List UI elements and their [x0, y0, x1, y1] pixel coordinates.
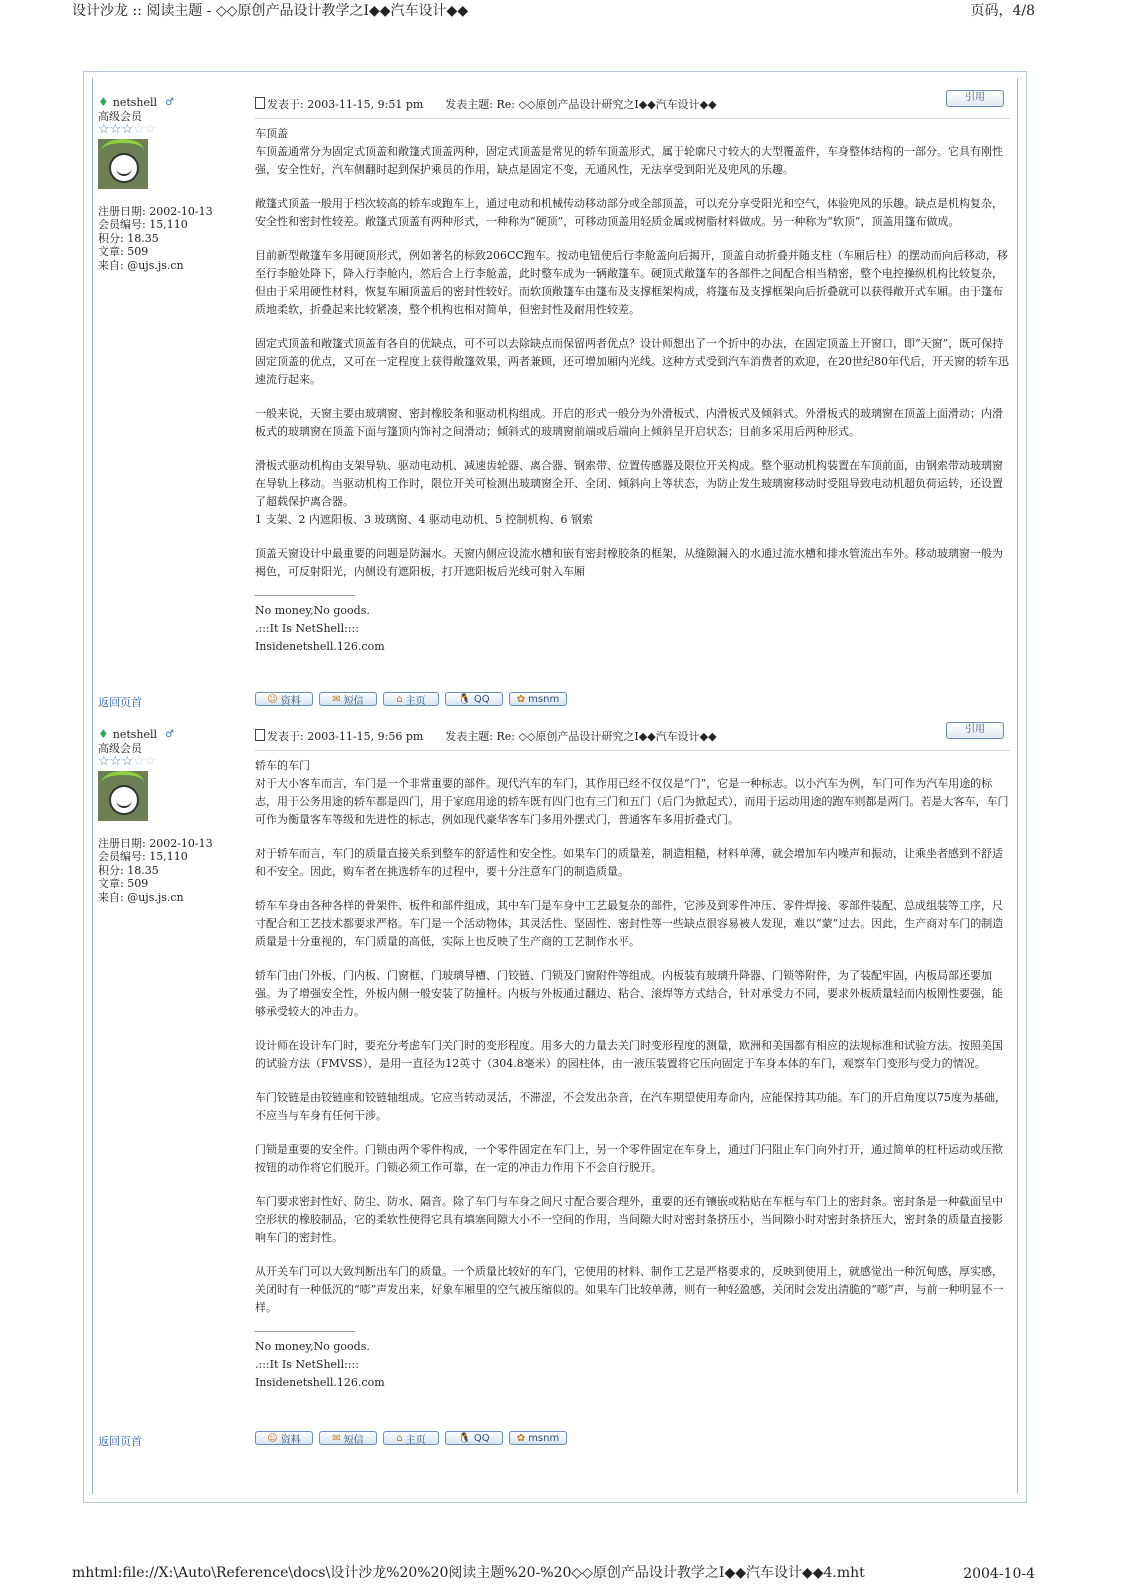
- signature-line: .:::It Is NetShell::::: [255, 622, 359, 635]
- avatar: [98, 771, 148, 821]
- button-label: msnm: [528, 1432, 560, 1444]
- reg-date: 注册日期: 2002-10-13: [98, 836, 213, 850]
- post-time: 发表于: 2003-11-15, 9:51 pm: [267, 98, 424, 111]
- post-subject: 发表主题: Re: ◇◇原创产品设计研究之Ⅰ◆◆汽车设计◆◆: [445, 730, 717, 743]
- post-subject: 发表主题: Re: ◇◇原创产品设计研究之Ⅰ◆◆汽车设计◆◆: [445, 98, 717, 111]
- post-body: [255, 125, 1010, 581]
- file-path: mhtml:file://X:\Auto\Reference\docs\设计沙龙%20%20阅读主题%20-%20◇◇原创产品设计教学之Ⅰ◆◆汽车设计◆◆4.mht: [72, 1565, 865, 1581]
- online-status-icon: ♦: [98, 95, 109, 109]
- post-time: 发表于: 2003-11-15, 9:56 pm: [267, 730, 424, 743]
- star-filled-icon: ☆: [121, 122, 133, 137]
- msnm-button[interactable]: [509, 1431, 567, 1445]
- divider: [255, 750, 1010, 751]
- post-paragraph: 对于大小客车而言，车门是一个非常重要的部件。现代汽车的车门，其作用已经不仅仅是“门”，它是一种标志。以小汽车为例，车门可作为汽车用途的标志，用于公务用途的轿车都是四门，用于家庭用途的轿车既有四门也有三门和五门（后门为掀起式），而用于运动用途的跑车则都是两门。若是大客车，车门可作为衡量客车等级和先进性的标志，例如现代豪华客车门多用外摆式门，普通客车多用折叠式门。: [255, 777, 1009, 826]
- post-paragraph: 门锁是重要的安全件。门锁由两个零件构成，一个零件固定在车门上，另一个零件固定在车身上，通过门闩阻止车门向外打开，通过简单的杠杆运动或压揿按钮的动作将它们脱开。门锁必须工作可靠，在一定的冲击力作用下不会自行脱开。: [255, 1143, 1003, 1174]
- post-content: [255, 92, 1010, 656]
- homepage-icon: ⌂: [396, 1432, 403, 1444]
- divider: [255, 118, 1010, 119]
- post-paragraph: 设计师在设计车门时，要充分考虑车门关门时的变形程度。用多大的力量去关门时变形程度的测量，欧洲和美国都有相应的法规标准和试验方法。按照美国的试验方法（FMVSS），是用一直径为12英寸（304.8毫米）的园柱体，由一液压装置将它压向固定于车身本体的车门，观察车门变形与受力的情况。: [255, 1039, 1003, 1070]
- post-paragraph: 车门要求密封性好、防尘、防水、隔音。除了车门与车身之间尺寸配合要合理外，重要的还有镶嵌或粘贴在车框与车门上的密封条。密封条是一种截面呈中空形状的橡胶制品，它的柔软性使得它具有填塞间隙大小不一空间的作用，当间隙大时对密封条挤压小，当间隙小时对密封条挤压大，密封条的质量直接影响车门的密封性。: [255, 1195, 1003, 1244]
- post-paragraph: 顶盖天窗设计中最重要的问题是防漏水。天窗内侧应设流水槽和嵌有密封橡胶条的框架，从缝隙漏入的水通过流水槽和排水管流出车外。移动玻璃窗一般为褐色，可反射阳光，内侧设有遮阳板，打开遮阳板后光线可射入车厢: [255, 547, 1003, 578]
- star-empty-icon: ☆: [132, 754, 145, 769]
- button-label: QQ: [473, 693, 490, 705]
- star-empty-icon: ☆: [144, 122, 157, 137]
- post-action-buttons: [255, 692, 567, 706]
- post-paragraph: 车顶盖通常分为固定式顶盖和敞篷式顶盖两种，固定式顶盖是常见的轿车顶盖形式，属于轮廓尺寸较大的大型覆盖件，车身整体结构的一部分。它具有刚性强，安全性好，汽车侧翻时起到保护乘员的作用，缺点是固定不变，无通风性，无法享受到阳光及兜风的乐趣。: [255, 145, 1003, 176]
- post-icon: [255, 729, 265, 741]
- button-label: QQ: [473, 1432, 490, 1444]
- gender-icon: ♂: [165, 729, 175, 740]
- msn-icon: ✿: [516, 693, 526, 705]
- member-id: 会员编号: 15,110: [98, 218, 188, 231]
- button-label: 资料: [280, 1434, 301, 1446]
- signature-line: No money,No goods.: [255, 1340, 370, 1353]
- post-body: [255, 757, 1010, 1317]
- user-panel: [98, 728, 243, 904]
- pm-icon: ✉: [332, 1432, 341, 1444]
- post-title: 车顶盖: [255, 127, 288, 140]
- print-date: 2004-10-4: [963, 1566, 1035, 1582]
- star-filled-icon: ☆: [121, 754, 133, 769]
- 资料-button[interactable]: [255, 692, 313, 706]
- location: 来自: @ujs.js.cn: [98, 258, 184, 272]
- post-icon: [255, 97, 265, 109]
- print-header: [72, 0, 1035, 24]
- post-paragraph: 滑板式驱动机构由支架导轨、驱动电动机、减速齿轮器、离合器、钢索带、位置传感器及限位开关构成。整个驱动机构装置在车顶前面，由钢索带动玻璃窗在导轨上移动。当驱动机构工作时，限位开关可检测出玻璃窗全开、全闭、倾斜向上等状态，为防止发生玻璃窗移动时受阻导致电动机超负荷运转，还设置了超载保护离合器。 1 支架、2 内遮阳板、3 玻璃窗、4 驱动电动机、5 控制机构、6 钢索: [255, 459, 1003, 526]
- points: 积分: 18.35: [98, 863, 159, 877]
- online-status-icon: ♦: [98, 727, 109, 741]
- gender-icon: ♂: [165, 97, 175, 108]
- member-id: 会员编号: 15,110: [98, 850, 188, 863]
- location: 来自: @ujs.js.cn: [98, 890, 184, 904]
- post-paragraph: 从开关车门可以大致判断出车门的质量。一个质量比较好的车门，它使用的材料、制作工艺是严格要求的，反映到使用上，就感觉出一种沉甸感，厚实感，关闭时有一种低沉的“嘭”声发出来，好象车厢里的空气被压缩似的。如果车门比较单薄，则有一种轻盈感，关闭时会发出清脆的“嘭”声，与前一种明显不一样。: [255, 1265, 1004, 1314]
- 短信-button[interactable]: [319, 1431, 377, 1445]
- signature-line: .:::It Is NetShell::::: [255, 1358, 359, 1371]
- msnm-button[interactable]: [509, 692, 567, 706]
- star-empty-icon: ☆: [144, 754, 157, 769]
- page-number: 页码，4/8: [970, 3, 1035, 19]
- post-paragraph: 轿车门由门外板、门内板、门窗框、门玻璃导槽、门铰链、门锁及门窗附件等组成。内板装有玻璃升降器、门锁等附件，为了装配牢固，内板局部还要加强。为了增强安全性，外板内侧一般安装了防撞杆。内板与外板通过翻边、粘合、滚焊等方式结合，针对承受力不同，要求外板质量轻而内板刚性要强，能够承受较大的冲击力。: [255, 969, 1003, 1018]
- user-stats: [98, 205, 243, 273]
- post-paragraph: 固定式顶盖和敞篷式顶盖有各自的优缺点，可不可以去除缺点而保留两者优点？设计师想出了一个折中的办法，在固定顶盖上开窗口，即“天窗”，既可保持固定顶盖的优点，又可在一定程度上获得敞篷效果，两者兼顾，还可增加厢内光线。这种方式受到汽车消费者的欢迎，在20世纪80年代后，开天窗的轿车迅速流行起来。: [255, 337, 1009, 386]
- button-label: 资料: [280, 695, 301, 707]
- 短信-button[interactable]: [319, 692, 377, 706]
- quote-button[interactable]: 引用: [946, 90, 1004, 107]
- post-paragraph: 轿车车身由各种各样的骨架件、板件和部件组成，其中车门是车身中工艺最复杂的部件，它涉及到零件冲压、零件焊接、零部件装配、总成组装等工序，尺寸配合和工艺技术都要求严格。车门是一个活动物体，其灵活性、坚固性、密封性等一些缺点很容易被人发现，难以“蒙”过去。因此，生产商对车门的制造质量是十分重视的，车门质量的高低，实际上也反映了生产商的工艺制作水平。: [255, 899, 1004, 948]
- 主页-button[interactable]: [383, 1431, 439, 1445]
- button-label: 主页: [405, 695, 426, 707]
- back-to-top-link[interactable]: 返回页首: [98, 1435, 142, 1448]
- button-label: 主页: [405, 1434, 426, 1446]
- username[interactable]: netshell: [112, 728, 158, 741]
- qq-icon: 🐧: [458, 693, 471, 705]
- qq-icon: 🐧: [458, 1432, 471, 1444]
- post-paragraph: 对于轿车而言，车门的质量直接关系到整车的舒适性和安全性。如果车门的质量差，制造粗糙，材料单薄，就会增加车内噪声和振动，让乘坐者感到不舒适和不安全。因此，购车者在挑选轿车的过程中，要十分注意车门的制造质量。: [255, 847, 1003, 878]
- signature-line: No money,No goods.: [255, 604, 370, 617]
- star-filled-icon: ☆: [109, 754, 122, 769]
- user-rank: 高级会员: [98, 109, 142, 123]
- print-title: 设计沙龙 :: 阅读主题 - ◇◇原创产品设计教学之Ⅰ◆◆汽车设计◆◆: [72, 3, 469, 19]
- signature: [255, 1331, 385, 1392]
- pm-icon: ✉: [332, 693, 341, 705]
- button-label: 短信: [343, 1434, 364, 1446]
- post-paragraph: 敞篷式顶盖一般用于档次较高的轿车或跑车上，通过电动和机械传动移动部分或全部顶盖，可以充分享受阳光和空气，体验兜风的乐趣。缺点是机构复杂，安全性和密封性较差。敞篷式顶盖有两种形式，一种称为“硬顶”，可移动顶盖用轻质金属或树脂材料做成。另一种称为“软顶”，顶盖用篷布做成。: [255, 197, 1003, 228]
- post-paragraph: 车门铰链是由铰链座和铰链轴组成。它应当转动灵活，不滞涩，不会发出杂音，在汽车期望使用寿命内，应能保持其功能。车门的开启角度以75度为基础，不应当与车身有任何干涉。: [255, 1091, 1006, 1122]
- post-paragraph: 目前新型敞篷车多用硬顶形式，例如著名的标致206CC跑车。按动电钮使后行李舱盖向后揭开，顶盖自动折叠并随支柱（车厢后柱）的摆动而向后移动，移至行李舱处降下，降入行李舱内，然后合上行李舱盖，此时整车成为一辆敞篷车。硬顶式敞篷车的各部件之间配合相当精密，整个电控操纵机构比较复杂，但由于采用硬性材料，恢复车厢顶盖后的密封性较好。而软顶敞篷车由篷布及支撑框架构成，将篷布及支撑框架向后折叠就可以获得敞开式车厢。由于篷布质地柔软，折叠起来比较紧凑，整个机构也相对简单，但密封性及耐用性较差。: [255, 249, 1008, 316]
- 资料-button[interactable]: [255, 1431, 313, 1445]
- article-count: 文章: 509: [98, 877, 149, 890]
- star-filled-icon: ☆: [98, 754, 110, 769]
- avatar: [98, 139, 148, 189]
- signature-line: Insidenetshell.126.com: [255, 640, 385, 653]
- signature: [255, 595, 385, 656]
- back-to-top-link[interactable]: 返回页首: [98, 696, 142, 709]
- post-header: [255, 92, 1010, 116]
- user-rank: 高级会员: [98, 741, 142, 755]
- quote-button[interactable]: 引用: [946, 722, 1004, 739]
- button-label: msnm: [528, 693, 560, 705]
- user-panel: [98, 96, 243, 272]
- 主页-button[interactable]: [383, 692, 439, 706]
- post-paragraph: 一般来说，天窗主要由玻璃窗、密封橡胶条和驱动机构组成。开启的形式一般分为外滑板式、内滑板式及倾斜式。外滑板式的玻璃窗在顶盖上面滑动；内滑板式的玻璃窗在顶盖下面与篷顶内饰衬之间滑动；倾斜式的玻璃窗前端或后端向上倾斜呈开启状态；目前多采用后两种形式。: [255, 407, 1003, 438]
- star-filled-icon: ☆: [109, 122, 122, 137]
- button-label: 短信: [343, 695, 364, 707]
- user-stats: [98, 837, 243, 905]
- profile-icon: ☺: [267, 1432, 278, 1444]
- post-content: [255, 724, 1010, 1392]
- username[interactable]: netshell: [112, 96, 158, 109]
- points: 积分: 18.35: [98, 231, 159, 245]
- star-filled-icon: ☆: [98, 122, 110, 137]
- rank-stars: [98, 755, 243, 769]
- signature-line: Insidenetshell.126.com: [255, 1376, 385, 1389]
- homepage-icon: ⌂: [396, 693, 403, 705]
- reg-date: 注册日期: 2002-10-13: [98, 204, 213, 218]
- profile-icon: ☺: [267, 693, 278, 705]
- qq-button[interactable]: [445, 692, 503, 706]
- star-empty-icon: ☆: [132, 122, 145, 137]
- rank-stars: [98, 123, 243, 137]
- qq-button[interactable]: [445, 1431, 503, 1445]
- post-header: [255, 724, 1010, 748]
- article-count: 文章: 509: [98, 245, 149, 258]
- msn-icon: ✿: [516, 1432, 526, 1444]
- post-title: 轿车的车门: [255, 759, 310, 772]
- post-action-buttons: [255, 1431, 567, 1445]
